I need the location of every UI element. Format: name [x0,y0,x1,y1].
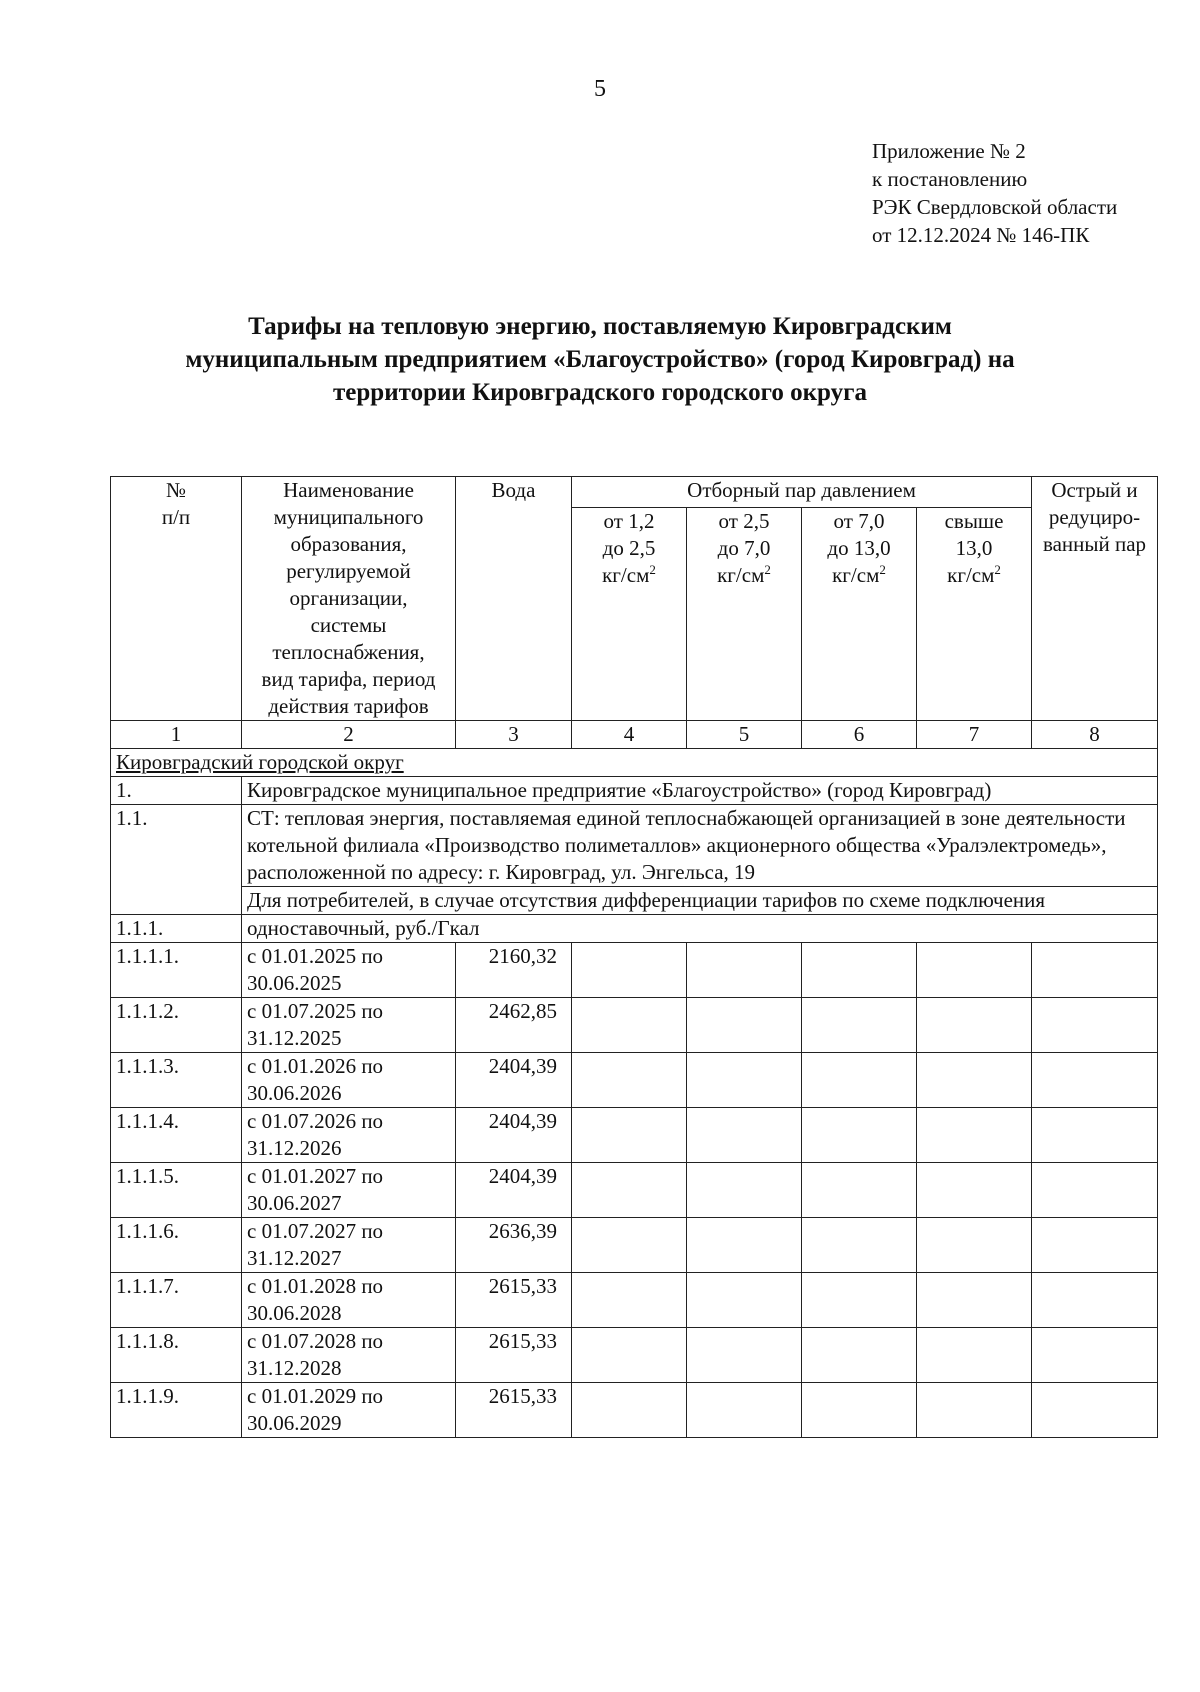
row-sharp-steam [1032,1273,1158,1328]
row-number: 1.1.1.8. [111,1328,242,1383]
steam-3-line1: от 7,0 [833,509,885,533]
org-number: 1. [111,777,242,805]
row-number: 1.1.1.2. [111,998,242,1053]
tariff-type-name: одноставочный, руб./Гкал [242,915,1158,943]
title-line: Тарифы на тепловую энергию, поставляемую Кировградским [248,313,952,340]
header-steam-4 [917,508,1032,721]
row-period [242,1108,456,1163]
row-steam-2 [687,1053,802,1108]
steam-1-line2: до 2,5 [602,536,656,560]
steam-4-line2: 13,0 [955,536,993,560]
period-end: 31.12.2026 [247,1136,342,1160]
row-steam-2 [687,1328,802,1383]
row-water-value: 2404,39 [456,1163,572,1218]
appendix-line: от 12.12.2024 № 146-ПК [872,223,1090,247]
row-steam-1 [572,943,687,998]
row-steam-2 [687,1273,802,1328]
row-steam-3 [802,1053,917,1108]
row-steam-1 [572,1163,687,1218]
column-number: 8 [1032,721,1158,749]
row-steam-3 [802,998,917,1053]
period-start: с 01.01.2028 по [247,1274,384,1298]
row-steam-3 [802,1218,917,1273]
table-row [111,1383,1158,1438]
row-steam-2 [687,1163,802,1218]
column-number: 3 [456,721,572,749]
column-numbers-row [111,721,1158,749]
header-steam-group: Отборный пар давлением [572,477,1032,508]
header-sharp-steam: Острый и редуциро-ванный пар [1032,477,1158,721]
row-steam-1 [572,998,687,1053]
row-steam-2 [687,1383,802,1438]
period-start: с 01.07.2027 по [247,1219,384,1243]
header-steam-2 [687,508,802,721]
row-steam-2 [687,1218,802,1273]
region-row [111,749,1158,777]
steam-3-unit [807,562,911,589]
row-period [242,943,456,998]
row-steam-4 [917,1053,1032,1108]
period-start: с 01.01.2029 по [247,1384,384,1408]
unit-base: кг/см [602,563,650,587]
table-row [111,998,1158,1053]
period-end: 30.06.2026 [247,1081,342,1105]
row-number: 1.1.1.5. [111,1163,242,1218]
row-water-value: 2404,39 [456,1053,572,1108]
period-end: 31.12.2028 [247,1356,342,1380]
row-number: 1.1.1.4. [111,1108,242,1163]
period-end: 30.06.2028 [247,1301,342,1325]
table-row [111,943,1158,998]
period-start: с 01.07.2028 по [247,1329,384,1353]
title-line: муниципальным предприятием «Благоустройство» (город Кировград) на [185,346,1015,373]
row-sharp-steam [1032,1328,1158,1383]
row-number: 1.1.1.7. [111,1273,242,1328]
tariff-type-row [111,915,1158,943]
column-number: 7 [917,721,1032,749]
steam-3-line2: до 13,0 [827,536,891,560]
appendix-line: РЭК Свердловской области [872,195,1118,219]
table-row [111,1273,1158,1328]
row-steam-1 [572,1053,687,1108]
tariff-type-number: 1.1.1. [111,915,242,943]
row-water-value: 2462,85 [456,998,572,1053]
unit-base: кг/см [947,563,995,587]
unit-exponent: 2 [994,562,1001,577]
row-steam-4 [917,1273,1032,1328]
unit-base: кг/см [832,563,880,587]
header-water: Вода [456,477,572,721]
header-number [111,477,242,721]
row-water-value: 2160,32 [456,943,572,998]
column-number: 5 [687,721,802,749]
row-water-value: 2615,33 [456,1328,572,1383]
row-steam-1 [572,1328,687,1383]
title-line: территории Кировградского городского округа [333,379,867,406]
tariff-rows [111,943,1158,1438]
row-steam-1 [572,1273,687,1328]
steam-2-line1: от 2,5 [718,509,770,533]
row-steam-3 [802,943,917,998]
system-row [111,805,1158,887]
appendix-block [872,137,1117,249]
row-steam-3 [802,1383,917,1438]
row-steam-4 [917,943,1032,998]
steam-1-line1: от 1,2 [603,509,655,533]
row-period [242,1053,456,1108]
consumers-row [111,887,1158,915]
steam-4-unit [922,562,1026,589]
row-period [242,1163,456,1218]
header-number-line1: № [165,478,187,502]
unit-exponent: 2 [649,562,656,577]
column-number: 1 [111,721,242,749]
row-sharp-steam [1032,1163,1158,1218]
system-description: СТ: тепловая энергия, поставляемая единой теплоснабжающей организацией в зоне деятельности котельной филиала «Производство полиметаллов» акционерного общества «Уралэлектромедь», расположенной по адресу: г. Кировград, ул. Энгельса, 19 [242,805,1158,887]
period-end: 30.06.2027 [247,1191,342,1215]
row-steam-4 [917,1108,1032,1163]
row-sharp-steam [1032,998,1158,1053]
steam-1-unit [577,562,681,589]
column-number: 4 [572,721,687,749]
steam-2-unit [692,562,796,589]
row-steam-4 [917,998,1032,1053]
header-row [111,477,1158,508]
row-period [242,1383,456,1438]
table-row [111,1163,1158,1218]
org-name: Кировградское муниципальное предприятие «Благоустройство» (город Кировград) [242,777,1158,805]
table-row [111,1108,1158,1163]
period-end: 31.12.2027 [247,1246,342,1270]
period-end: 31.12.2025 [247,1026,342,1050]
steam-2-line2: до 7,0 [717,536,771,560]
period-start: с 01.01.2027 по [247,1164,384,1188]
table-row [111,1053,1158,1108]
row-period [242,998,456,1053]
row-steam-3 [802,1108,917,1163]
row-sharp-steam [1032,1218,1158,1273]
row-number: 1.1.1.6. [111,1218,242,1273]
table-row [111,1328,1158,1383]
period-start: с 01.01.2026 по [247,1054,384,1078]
table-row [111,1218,1158,1273]
page-number: 5 [594,76,606,102]
row-steam-3 [802,1273,917,1328]
unit-exponent: 2 [879,562,886,577]
row-water-value: 2636,39 [456,1218,572,1273]
row-steam-1 [572,1218,687,1273]
unit-exponent: 2 [764,562,771,577]
row-steam-4 [917,1218,1032,1273]
row-sharp-steam [1032,1383,1158,1438]
row-steam-4 [917,1328,1032,1383]
appendix-line: Приложение № 2 [872,139,1026,163]
header-steam-1 [572,508,687,721]
column-number: 2 [242,721,456,749]
row-steam-3 [802,1328,917,1383]
header-number-line2: п/п [161,505,191,529]
system-number: 1.1. [111,805,242,915]
document-title [100,310,1100,409]
row-steam-1 [572,1108,687,1163]
org-row [111,777,1158,805]
row-sharp-steam [1032,943,1158,998]
appendix-line: к постановлению [872,167,1028,191]
row-steam-2 [687,1108,802,1163]
row-steam-4 [917,1383,1032,1438]
period-start: с 01.07.2025 по [247,999,384,1023]
row-water-value: 2404,39 [456,1108,572,1163]
tariff-table [110,476,1158,1438]
row-number: 1.1.1.9. [111,1383,242,1438]
region-name: Кировградский городской округ [111,749,1158,777]
period-end: 30.06.2029 [247,1411,342,1435]
period-start: с 01.07.2026 по [247,1109,384,1133]
row-period [242,1273,456,1328]
row-steam-2 [687,998,802,1053]
period-end: 30.06.2025 [247,971,342,995]
steam-4-line1: свыше [944,509,1004,533]
row-sharp-steam [1032,1108,1158,1163]
header-name: Наименование муниципального образования, регулируемой организации, системы теплоснабжения, вид тарифа, период действия тарифов [242,477,456,721]
row-water-value: 2615,33 [456,1383,572,1438]
header-steam-3 [802,508,917,721]
row-period [242,1328,456,1383]
row-steam-1 [572,1383,687,1438]
row-water-value: 2615,33 [456,1273,572,1328]
row-period [242,1218,456,1273]
row-steam-2 [687,943,802,998]
row-steam-3 [802,1163,917,1218]
row-steam-4 [917,1163,1032,1218]
row-number: 1.1.1.1. [111,943,242,998]
row-sharp-steam [1032,1053,1158,1108]
consumers-description: Для потребителей, в случае отсутствия дифференциации тарифов по схеме подключения [242,887,1158,915]
period-start: с 01.01.2025 по [247,944,384,968]
unit-base: кг/см [717,563,765,587]
row-number: 1.1.1.3. [111,1053,242,1108]
column-number: 6 [802,721,917,749]
